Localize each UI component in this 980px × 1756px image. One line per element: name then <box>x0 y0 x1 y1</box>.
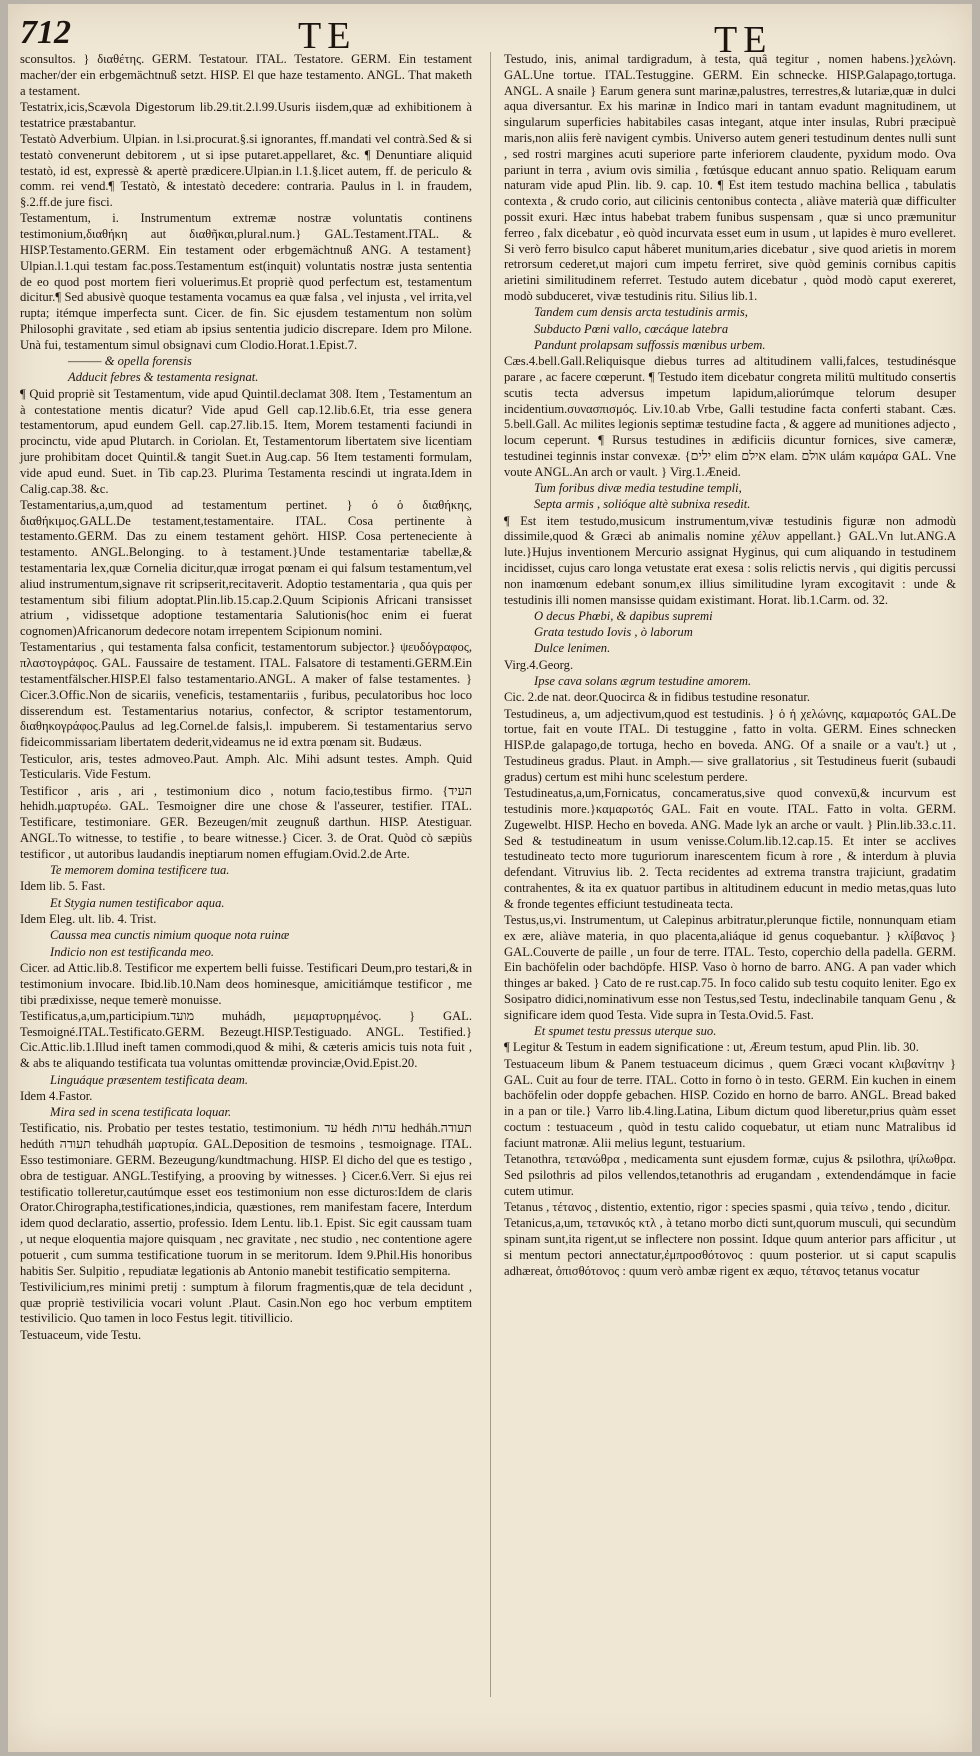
left-entry: Testificor , aris , ari , testimonium dico , notum facio,testibus firmo. {העיד hehidh.μαρτυρέω. GAL. Tesmoigner dire une chose & l'asseurer, testifier. ITAL. Testificare, testimoniare. GER. Bezeugen/mit zeugnuß darthun. HISP. Atestiguar. ANGL.To witnesse, to testifie , to beare witnesse.} Cicer. 3. de Orat. Quòd cò sæpiùs testificor , ut autoribus laudandis ineptiarum nomen effugiam.Ovid.2.de Arte. <box>20 783 472 861</box>
left-entry: Idem lib. 5. Fast. <box>20 879 106 894</box>
left-entry: Testificatio, nis. Probatio per testes testatio, testimonium. עד hédh עדות hedháh.תעודה hedúth תעודה tehudháh μαρτυρία. GAL.Deposition de tesmoins , tesmoignage. ITAL. Esso testimoniare. GERM. Bezeugung/kundtmachung. HISP. El dicho del que es testigo , obra de testiguar. ANGL.Testifying, a prooving by witnesses. } Cicer.6.Verr. Si ejus rei testificatio tolleretur,cautúmque esset eos testimonium non esse dicturos:Idem de claris Orator.Chirographa,testificationes,indicia, quæstiones, rem manifestam facere, Interdum idem quod declaratio, assertio, professio. Idem Lentu. lib.1. Epist. Sic egit caussam tuam , ut neque eloquentia majore quisquam , nec gravitate , nec studio , nec contentione agere potuerit , cum summa testificatione tuorum in se meritorum. Idem 9.Phil.His honoribus habitis Ser. Sulpitio , repudiatæ legationis ab Antonio manebit testificatio sempiterna. <box>20 1121 472 1278</box>
right-entry: Cic. 2.de nat. deor.Quocirca & in fidibus testudine resonatur. <box>504 690 811 705</box>
right-quotation: O decus Phœbi, & dapibus supremi <box>534 608 713 623</box>
right-column <box>504 52 956 1280</box>
dictionary-page <box>8 4 972 1752</box>
left-entry: sconsultos. } διαθέτης. GERM. Testatour. ITAL. Testatore. GERM. Ein testament macher/der ein erbgemächtnuß setzt. HISP. El que haze testamento. ANGL. That maketh a testament. <box>20 52 472 98</box>
left-entry: Idem Eleg. ult. lib. 4. Trist. <box>20 912 157 927</box>
right-entry: Tetanus , τέτανος , distentio, extentio, rigor : species spasmi , quia τείνω , tendo , dicitur. <box>504 1199 951 1214</box>
left-quotation: Linguáque præsentem testificata deam. <box>50 1072 248 1087</box>
left-quotation: Indicio non est testificanda meo. <box>50 944 215 959</box>
right-entry: Testuaceum libum & Panem testuaceum dicimus , quem Græci vocant κλιβανίτην } GAL. Cuit au four de terre. ITAL. Cotto in forno ò in testo. GERM. Ein kuchen in einem bachöfelin oder doppfe gebachen. HISP. Cozido en horno de barro. ANGL. Bread baked in a pan or tile.} Varro lib.4.ling.Latina, Libum dictum quod liberetur,prius quàm esset coctum : testuaceum , quòd in testu calido coquebatur, ut etiam nunc Matralibus id faciunt matronæ. Alii melius legunt, testuarium. <box>504 1056 956 1150</box>
page-number: 712 <box>20 14 71 51</box>
right-quotation: Dulce lenimen. <box>534 641 611 656</box>
left-quotation: Et Stygia numen testificabor aqua. <box>50 895 225 910</box>
left-entry: Testatrix,icis,Scævola Digestorum lib.29.tit.2.l.99.Usuris iisdem,quæ ad exhibitionem à testatrice præstabantur. <box>20 99 472 130</box>
left-column <box>20 52 472 1344</box>
right-entry: Tetanicus,a,um, τετανικός κτλ , à tetano morbo dicti sunt,quorum musculi, qui secundùm spinam sunt,ita rigent,ut se inflectere non possint. Idque quum anterior pars afficitur , ut si mentum pectori annectatur,ἐμπροσθότονος : quum posterior. ut si caput scapulis adhæreat, ὀπισθότονος : quum verò ambæ rigent ex æquo, τέτανος tetanus vocatur <box>504 1216 956 1278</box>
left-entry: Testificatus,a,um,participium.מועד muhádh, μεμαρτυρημένος. } GAL. Tesmoigné.ITAL.Testificato.GERM. Bezeugt.HISP.Testiguado. ANGL. Testified.} Cic.Attic.lib.1.Illud ineft tamen commodi,quod & mihi, & cæteris amicis tuis nota fuit , & abs te aliquando testificata tua voluntas omittendæ provinciæ,Ovid.Epist.20. <box>20 1008 472 1071</box>
left-quotation: Adducit febres & testamenta resignat. <box>68 370 259 385</box>
left-entry: Testamentum, i. Instrumentum extremæ nostræ voluntatis continens testimonium,διαθήκη aut διαθῆκαι,plural.num.} GAL.Testament.ITAL. & HISP.Testamento.GERM. Ein testament oder erbgemächtnuß ANG. A testament} Ulpian.l.1.qui testam fac.poss.Testamentum est(inquit) voluntatis nostræ justa sententia de eo quod post mortem fieri voluerimus.Et propriè quod perfectum est, testamentum dicitur.¶ Sed abusivè quoque testamenta vocamus ea quæ falsa , vel injusta , vel irrita,vel rupta; itémque imperfecta sunt. Cicer. de fin. Sic ejusdem testamentum non solùm Philosophi gravitate , sed etiam ab ipsius sententia judicio discrepare. Idem pro Milone. Unà fui, testamentum simul obsignavi cum Clodio.Horat.1.Epist.7. <box>20 211 472 352</box>
left-entry: Testamentarius , qui testamenta falsa conficit, testamentorum subjector.} ψευδόγραφος, πλαστογράφος. GAL. Faussaire de testament. ITAL. Falsatore di testamenti.GERM.Ein testamentfälscher.HISP.El falso testamentario.ANGL. A maker of false testamentes. } Cicer.3.Offic.Non de sicariis, veneficis, testamentariis , furibus, peculatoribus hoc loco disserendum est. Testamentarius notarius, confector, & scriptor testamentorum, διαθηκογράφος.Paulus ad leg.Cornel.de falsis,l. impuberem. Si testamentarius servo fideicommissariam libertatem dederit,videamus ne id extra pœnam sit. Budæus. <box>20 640 472 750</box>
right-quotation: Pandunt prolapsam suffossis mœnibus urbem. <box>534 337 766 352</box>
left-entry: Idem 4.Fastor. <box>20 1088 93 1103</box>
right-entry: Testudineatus,a,um,Fornicatus, concameratus,sive quod convexū,& incurvum est testudinis more.}καμαρωτός GAL. Fait en voute. ITAL. Fatto in volta. GERM. Zugewelbt. HISP. Hecho en boveda. ANG. Made lyk an arche or vault. } Plin.lib.33.c.11. Sed & testudineatum in usum venisse.Colum.lib.12.cap.15. Et inter se acclives testudineato tecto more tuguriorum inarescentem ficum à rore , & interdum à pluvia defendant. Vitruvius lib. 2. Tecta recidentes ad extrema transtra trajiciunt, gradatim contrahentes, & ita ex quatuor partibus in altitudinem educunt in medio metas,quas luto & fronde tegentes efficiunt testudineata tecta. <box>504 786 956 911</box>
left-entry: Testivilicium,res minimi pretij : sumptum à filorum fragmentis,quæ de tela decidunt , quæ propriè testivilicia vocari volunt .Plaut. Casin.Non ego hoc verbum emptitem testivilicio. Quo tamen in loco Festus legit. titivillicio. <box>20 1279 472 1326</box>
right-entry: Testudo, inis, animal tardigradum, à testa, quâ tegitur , nomen habens.}χελώνη. GAL.Une tortue. ITAL.Testuggine. GERM. Ein schnecke. HISP.Galapago,tortuga. ANGL. A snaile } Earum genera sunt marinæ,palustres, terrestres,& lutariæ,quæ in dulci aqua diversantur. Ex his marinæ in Indico mari in tantam evadunt magnitudinem, ut singularum superficies habitabiles casas integant, atque inter insulas, Rubri præcipuè maris,non aliis ferè navigent cymbis. Universo autem generi testudinum dentes nulli sunt , sed rostri margines acuti superiore parte inferiorem claudente, pyxidum modo. Ova pariunt in terra , avium ovis similia , fœtúsque educant annuo spatio. Reliquam earum naturam vide apud Plin. lib. 9. cap. 10. ¶ Est item testudo machina bellica , tabulatis contexta , & crudo corio, aut cilicinis centonibus contecta , aliàve materià quæ difficulter possit exuri. Hæc intus habebat trabem funibus suspensam , quæ si unco præmunitur ferreo , falx dicebatur , eò quòd incurvata esset eum in usum , ut lapides è muro evelleret. Si verò ferro bisulco caput håberet munitum,aries dicebatur , sive quod arietis in morem retrorsum cederet,ut majori cum impetu ferriret, sive quòd geminis cornibus capitis arietini similitudinem referret. Testudo autem dicebatur , quòd modò caput exereret, modò subduceret, vivæ testudinis ritu. Silius lib.1. <box>504 52 956 303</box>
right-entry: ¶ Legitur & Testum in eadem significatione : ut, Æreum testum, apud Plin. lib. 30. <box>504 1040 919 1055</box>
right-entry: ¶ Est item testudo,musicum instrumentum,vivæ testudinis figuræ non admodù dissimile,quod & Græci ab animalis nomine χέλυν appellant.} GAL.Vn lut.ANG.A lute.}Hujus inventionem Mercurio assignat Hyginus, qui cum aliquando in testudinem incidisset, cujus caro longa vetustate erat exesa : solis relictis nervis , qui digitis percussi non inamœnum edebant sonum,ex illius similitudine lyram excogitavit : unde & testudinis illi nomen mansisse quidam existimant. Horat. lib.1.Carm. od. 32. <box>504 513 956 607</box>
right-quotation: Septa armis , solióque altè subnixa resedit. <box>534 497 751 512</box>
right-quotation: Grata testudo Iovis , ò laborum <box>534 625 693 640</box>
column-divider <box>490 52 491 1697</box>
left-quotation: Te memorem domina testificere tua. <box>50 863 230 878</box>
right-quotation: Tum foribus divæ media testudine templi, <box>534 481 742 496</box>
right-quotation: Tandem cum densis arcta testudinis armis, <box>534 305 748 320</box>
left-entry: Testiculor, aris, testes admoveo.Paut. Amph. Alc. Mihi adsunt testes. Amph. Quid Testicularis. Vide Festum. <box>20 751 472 782</box>
left-entry: Cicer. ad Attic.lib.8. Testificor me expertem belli fuisse. Testificari Deum,pro testari,& in testimonium invocare. Ibid.lib.10.Nam deos hominesque, amicitiámque testificor , me tibi prædixisse, neque temerè monuisse. <box>20 960 472 1007</box>
running-headword-left: TE <box>298 15 357 57</box>
right-entry: Virg.4.Georg. <box>504 657 574 672</box>
left-quotation: Mira sed in scena testificata loquar. <box>50 1105 232 1120</box>
right-quotation: Et spumet testu pressus uterque suo. <box>534 1024 717 1039</box>
right-quotation: Subducto Pœni vallo, cœcáque latebra <box>534 321 729 336</box>
right-entry: Cæs.4.bell.Gall.Reliquisque diebus turres ad altitudinem valli,falces, testudinésque parare , ac facere cœperunt. ¶ Testudo item dicebatur congreta militū multitudo consertis scutis tecta adversus impetum lapidum,aliorúmque telorum desuper incidentium.συνασπισμός. Liv.10.ab Vrbe, Galli testudine facta conferti stabant. Cæs. 5.bell.Gall. Ac milites legionis septimæ testudine facta , & aggere ad munitiones adjecto , locum ceperunt. ¶ Rursus testudines in ædificiis dicuntur fornices, sive cameræ, testudinei teginnis instar convexæ. {ילים elim אילם elam. אולם ulám καμάρα GAL. Vne voute ANGL.An arch or vault. } Virg.1.Æneid. <box>504 354 956 479</box>
right-entry: Testus,us,vi. Instrumentum, ut Calepinus arbitratur,plerunque fictile, nonnunquam etiam ex ære, aliàve materia, in quo placenta,aliáque id genus coquebantur. } κλίβανος } GAL.Couverte de paille , un four de terre. ITAL. Testo, coperchio della padella. GERM. Ein bachöfelin oder bachdöpfe. HISP. Vaso ò horno de barro. ANG. A pan vader which thinges ar baked. } Cato de re rust.cap.75. In foco calido sub testu coquito leniter. Ego ex Sosipatro didici,nominativum esse non Testus,sed Testu, indeclinabile tanquam Genu , & significare idem quod Testa. Vide supra in Testa.Ovid.5. Fast. <box>504 913 956 1022</box>
right-entry: Tetanothra, τετανώθρα , medicamenta sunt ejusdem formæ, cujus & psilothra, ψίλωθρα. Sed psilothris ad pilos vellendos,tetanothris ad erugandam , extendendámque in facie cutem utimur. <box>504 1151 956 1198</box>
left-quotation: ——— & opella forensis <box>68 354 192 369</box>
right-entry: Testudineus, a, um adjectivum,quod est testudinis. } ὁ ἡ χελώνης, καμαρωτός GAL.De tortue, fait en voute ITAL. Di testuggine , fatto in volta. GERM. Eines schnecken HISP.de galapago,de tortuga, hecho en boveda. ANG. Of a snaile or a vau't.} ut , Testudineus gradus. Plaut. in Amph.— sive grallatorius , sit Testudineus fuerit (subaudi gradus) certum est mihi hunc scelestum perdere. <box>504 706 956 784</box>
left-entry: Testatò Adverbium. Ulpian. in l.si.procurat.§.si ignorantes, ff.mandati vel contrà.Sed & si testatò convenerunt debitorem , ut si ipse putaret.appellaret, &c. ¶ Denuntiare aliquid testatò, id est, expressè & apertè prædicere.Ulpian.in l.1.§.licet autem, ff. de periculo & comm. rei vend.¶ Testatò, & intestatò decedere: contraria. Paulus in l. in fraudem, §.2.ff.de jure fisci. <box>20 131 472 210</box>
left-quotation: Caussa mea cunctis nimium quoque nota ruinæ <box>50 928 290 943</box>
running-headword-right: TE <box>714 19 773 61</box>
right-quotation: Ipse cava solans ægrum testudine amorem. <box>534 674 752 689</box>
left-entry: Testuaceum, vide Testu. <box>20 1327 142 1342</box>
left-entry: Testamentarius,a,um,quod ad testamentum pertinet. } ὁ ὁ διαθήκης, διαθήκιμος.GALL.De testament,testamentaire. ITAL. Cosa pertinente à testamento.GERM. Das zu einem testament gehört. HISP. Cosa perteneciente à testamento. ANGL.Belonging. to à testament.}Unde testamentariæ tabellæ,& testamentaria lex,quæ Cornelia dicitur,quæ irrogat pœnam ei qui falsum testamentum,vel aliud instrumentum,signave rit scripserit,recitaverit. Adoptio testamentaria , qua quis per testamentum sibi filium adoptat.Plin.lib.15.cap.2.Quum Scipionis Africani transisset atrium , vidissetque adoptione testamentaria Salutionis(hoc enim ei fuerat cognomen)Africanorum dedecore notam irrepentem Scipionum nomini. <box>20 497 472 639</box>
left-entry: ¶ Quid propriè sit Testamentum, vide apud Quintil.declamat 308. Item , Testamentum an à contestatione mentis dicatur? Vide apud Gell cap.12.lib.6.Et, tria esse genera testamentorum, apud eundem Gell. cap.27.lib.15. Item, Morem testamenti faciundi in procinctu, vide apud Plutarch. in Coriolan. Et, Testamentorum libertatem sive licentiam jure prohibitam docet Quintil.& tangit Suet.in Aug.cap. 56 Item testamenti formulam, vide apud eund. Suet. in Tib cap.23. Plurima Testamenta rescindi ut ingrata.Idem in Calig.cap.38. &c. <box>20 386 472 496</box>
